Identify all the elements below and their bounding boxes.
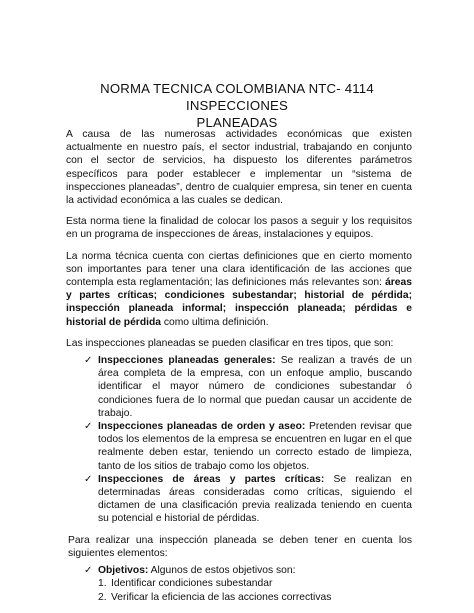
type-description: Se realizan en determinadas áreas consideradas como críticas, siguiendo el dictamen de una clasificación previa realizada teniendo en cuenta su potencial e historial de pérdidas. [98, 473, 412, 525]
item-number: 2. [98, 591, 107, 603]
paragraph-purpose: Esta norma tiene la finalidad de colocar los pasos a seguir y los requisitos en un programa de inspecciones de áreas, instalaciones y equipos. [66, 216, 412, 241]
inspection-types-list [66, 354, 412, 526]
paragraph-elements: Para realizar una inspección planeada se deben tener en cuenta los siguientes elementos: [68, 534, 412, 559]
document-title [66, 80, 408, 131]
type-label: Inspecciones planeadas de orden y aseo: [98, 421, 306, 433]
item-text: Identificar condiciones subestandar [111, 578, 273, 590]
check-icon: ✓ [84, 355, 93, 367]
item-number: 1. [98, 578, 107, 590]
paragraph-classification: Las inspecciones planeadas se pueden clasificar en tres tipos, que son: [66, 337, 394, 349]
list-item [98, 591, 412, 604]
definitions-tail: como ultima definición. [160, 316, 269, 328]
title-line-1: NORMA TECNICA COLOMBIANA NTC- 4114 INSPECCIONES [100, 81, 374, 113]
item-text: Verificar la eficiencia de las acciones correctivas [111, 591, 332, 603]
list-item [84, 420, 412, 473]
list-item [84, 473, 412, 526]
type-label: Inspecciones de áreas y partes críticas: [98, 473, 325, 485]
type-label: Inspecciones planeadas generales: [98, 355, 276, 367]
list-item [98, 577, 412, 590]
objectives-intro: Algunos de estos objetivos son: [148, 565, 296, 577]
check-icon: ✓ [84, 421, 93, 433]
check-icon: ✓ [84, 565, 93, 577]
list-item [84, 354, 412, 420]
document-body [66, 128, 412, 604]
type-description: Se realizan a través de un área completa de la empresa, con un enfoque amplio, buscando identificar el mayor número de condiciones subestandar ó condiciones fuera de lo normal que puedan causar un accidente de trabajo. [98, 355, 412, 419]
objectives-list [66, 577, 412, 603]
definitions-lead: La norma técnica cuenta con ciertas definiciones que en cierto momento son importantes para tener una clara identificación de las acciones que contempla esta reglamentación; las definiciones más relevantes son: [66, 250, 412, 289]
paragraph-definitions [66, 250, 412, 329]
list-item [84, 564, 412, 577]
elements-list [66, 564, 412, 577]
definitions-list: áreas y partes críticas; condiciones subestandar; historial de pérdida; inspección planeada informal; inspección planeada; pérdidas e historial de pérdida [66, 277, 412, 328]
objectives-label: Objetivos: [98, 565, 149, 577]
check-icon: ✓ [84, 473, 93, 485]
title-line-2: PLANEADAS [196, 115, 278, 130]
paragraph-intro: A causa de las numerosas actividades económicas que existen actualmente en nuestro país, el sector industrial, trabajando en conjunto con el sector de servicios, ha dispuesto los diferentes parámetros específicos para poder establecer e implementar un “sistema de inspecciones planeadas”, dentro de cualquier empresa, sin tener en cuenta la actividad económica a las cuales se dedican. [66, 129, 412, 207]
type-description: Pretenden revisar que todos los elementos de la empresa se encuentren en lugar en el que realmente deben estar, teniendo un correcto estado de limpieza, tanto de los sitios de trabajo como los objetos. [98, 421, 412, 472]
